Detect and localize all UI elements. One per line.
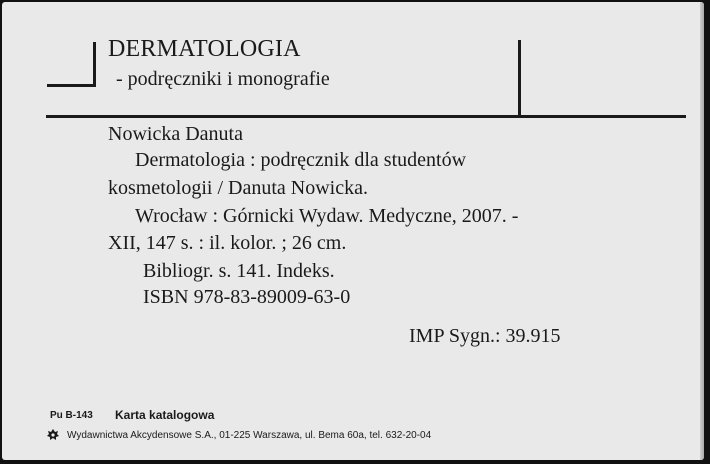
header-divider: [46, 115, 686, 118]
title-continuation-line: kosmetologii / Danuta Nowicka.: [108, 177, 368, 199]
card-edge-shadow: [700, 2, 704, 460]
title-line: Dermatologia : podręcznik dla studentów: [135, 149, 467, 171]
isbn-line: ISBN 978-83-89009-63-0: [143, 286, 351, 308]
publisher-row: [46, 428, 431, 442]
imprint-line: Wrocław : Górnicki Wydaw. Medyczne, 2007. -: [135, 205, 519, 227]
form-label: Karta katalogowa: [115, 408, 215, 422]
corner-rule-vertical: [93, 42, 96, 87]
subject-heading: DERMATOLOGIA: [108, 36, 301, 62]
header-rule-vertical: [518, 40, 521, 116]
call-number: IMP Sygn.: 39.915: [409, 325, 561, 347]
notes-line: Bibliogr. s. 141. Indeks.: [143, 260, 335, 282]
publisher-line: Wydawnictwa Akcydensowe S.A., 01-225 Warszawa, ul. Bema 60a, tel. 632-20-04: [67, 429, 432, 441]
collation-line: XII, 147 s. : il. kolor. ; 26 cm.: [108, 232, 347, 254]
catalog-card: [2, 2, 704, 460]
corner-rule-horizontal: [47, 84, 96, 87]
form-code: Pu B-143: [50, 410, 93, 421]
author-line: Nowicka Danuta: [108, 123, 243, 145]
publisher-logo-icon: [46, 428, 60, 442]
subject-subheading: - podręczniki i monografie: [116, 68, 330, 90]
